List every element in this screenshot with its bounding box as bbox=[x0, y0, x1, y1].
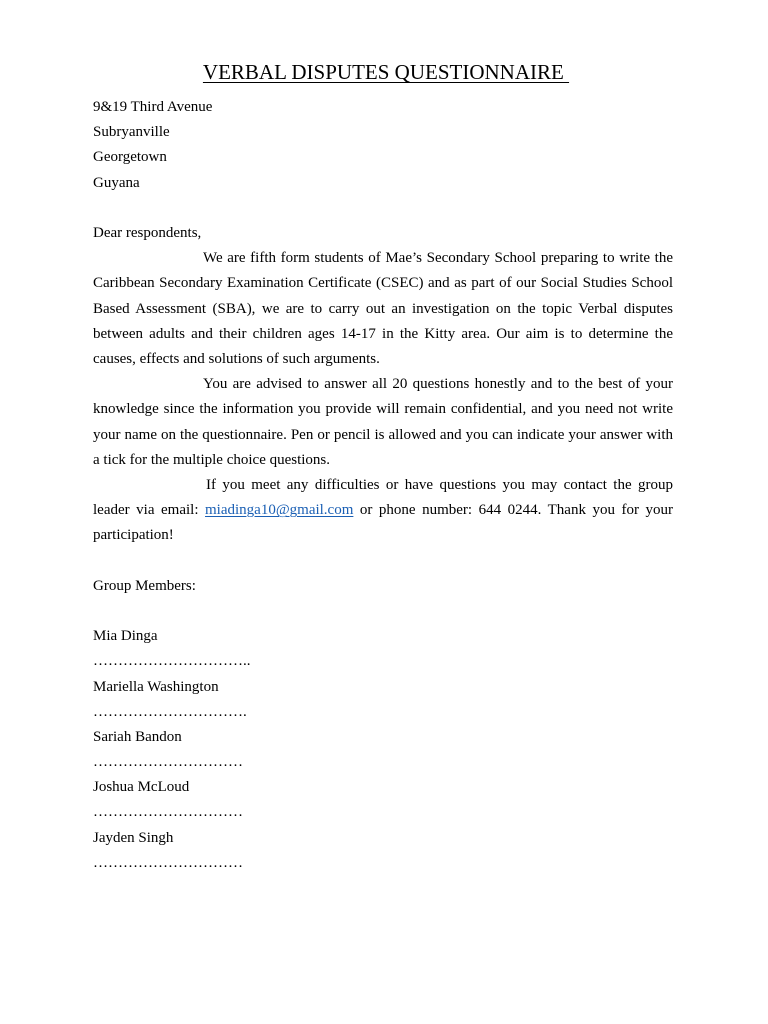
signature-line: …………………………. bbox=[93, 703, 247, 720]
member-entry bbox=[93, 725, 673, 775]
page-title bbox=[0, 58, 768, 86]
contact-text-after: or phone number: 644 0244. Thank you for your participation! bbox=[93, 502, 673, 544]
member-name: Sariah Bandon bbox=[93, 728, 182, 745]
member-entry bbox=[93, 675, 673, 725]
email-link[interactable]: miadinga10@gmail.com bbox=[205, 502, 354, 519]
group-members-list bbox=[93, 624, 673, 876]
signature-line: ………………………… bbox=[93, 804, 243, 821]
member-entry bbox=[93, 826, 673, 876]
spacer bbox=[93, 196, 673, 221]
signature-line: ………………………… bbox=[93, 754, 243, 771]
document-body bbox=[93, 95, 673, 876]
spacer bbox=[93, 599, 673, 624]
member-name: Joshua McLoud bbox=[93, 779, 190, 796]
spacer bbox=[93, 549, 673, 574]
address-line-1: 9&19 Third Avenue bbox=[93, 99, 213, 115]
signature-line: ………………………… bbox=[93, 854, 243, 871]
address-line-3: Georgetown bbox=[93, 149, 167, 166]
salutation: Dear respondents, bbox=[93, 224, 202, 241]
paragraph-contact bbox=[93, 473, 673, 549]
signature-line: ………………………….. bbox=[93, 653, 251, 670]
member-name: Mariella Washington bbox=[93, 678, 219, 695]
title-text: VERBAL DISPUTES QUESTIONNAIRE bbox=[202, 60, 570, 84]
contact-text-before: If you meet any difficulties or have questions you may contact the group leader via email: bbox=[93, 476, 673, 519]
member-name: Mia Dinga bbox=[93, 628, 158, 645]
member-entry bbox=[93, 624, 673, 674]
paragraph-instructions: You are advised to answer all 20 questions honestly and to the best of your knowledge since the information you provide will remain confidential, and you need not write your name on the questionnaire. Pen or pencil is allowed and you can indicate your answer with a tick for the multiple choice questions. bbox=[93, 376, 673, 468]
group-members-label: Group Members: bbox=[93, 577, 196, 594]
member-name: Jayden Singh bbox=[93, 829, 174, 846]
address-block bbox=[93, 95, 673, 196]
member-entry bbox=[93, 775, 673, 825]
paragraph-purpose: We are fifth form students of Mae’s Secondary School preparing to write the Caribbean Secondary Examination Certificate (CSEC) and as part of our Social Studies School Based Assessment (SBA), we are to carry out an investigation on the topic Verbal disputes between adults and their children ages 14-17 in the Kitty area. Our aim is to determine the causes, effects and solutions of such arguments. bbox=[93, 250, 673, 367]
address-line-2: Subryanville bbox=[93, 124, 170, 141]
address-line-4: Guyana bbox=[93, 174, 140, 191]
